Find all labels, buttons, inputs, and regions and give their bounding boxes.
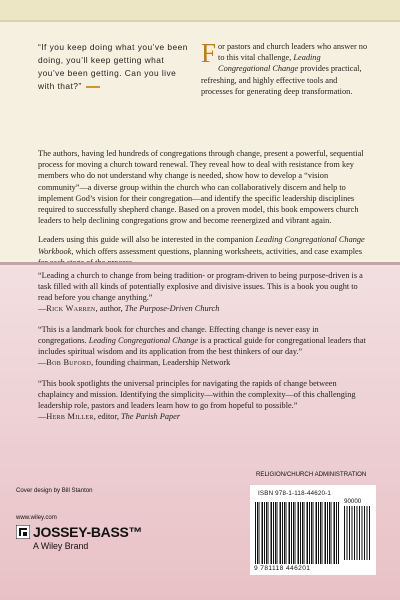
companion-title: Leading Congregational Change Workbook — [38, 235, 365, 256]
endorsement — [38, 270, 369, 314]
barcode-bars — [255, 502, 339, 564]
endorser-role: , author, — [95, 304, 125, 313]
endorsement — [38, 378, 369, 422]
category-label: RELIGION/CHURCH ADMINISTRATION — [256, 471, 367, 478]
intro-book-title: Leading Congregational Change — [218, 53, 321, 74]
endorsement-quote: “Leading a church to change from being tradition- or program-driven to being purpose-driven is a task filled with all kinds of potentially explosive and divisive issues. This is a book you ought to read before you change anything.” — [38, 271, 363, 302]
endorsement-attribution: —Herb Miller, editor, The Parish Paper — [38, 412, 181, 421]
endorsements — [38, 270, 369, 432]
barcode — [250, 485, 376, 575]
intro-text: or pastors and church leaders who answer no to this vital challenge, — [218, 42, 368, 63]
publisher-logo — [16, 524, 146, 576]
pull-quote — [38, 41, 188, 93]
endorser-book: The Purpose-Driven Church — [124, 304, 220, 313]
companion-text-end: , which offers assessment questions, planning worksheets, activities, and case examples — [71, 246, 362, 256]
intro-paragraph — [201, 38, 369, 97]
endorser-name: Herb Miller — [46, 412, 94, 421]
publisher-tagline: A Wiley Brand — [33, 541, 89, 551]
endorsement-quote — [38, 324, 369, 357]
publisher-logo-icon — [16, 525, 30, 539]
endorser-role: , editor, — [93, 412, 122, 421]
companion-text: Leaders using this guide will also be interested in the companion — [38, 235, 254, 245]
barcode-digits: 9 781118 446201 — [254, 565, 311, 572]
endorser-name: Rick Warren — [46, 304, 96, 313]
endorsement-attribution: —Rick Warren, author, The Purpose-Driven Church — [38, 304, 220, 313]
endorser-name: Bob Buford — [46, 358, 92, 367]
drop-cap: F — [201, 38, 217, 68]
quote-book-title: Leading Congregational Change — [88, 336, 199, 345]
isbn-label: ISBN 978-1-118-44620-1 — [258, 490, 332, 497]
publisher-website: www.wiley.com — [16, 514, 57, 521]
endorser-publication: The Parish Paper — [121, 412, 181, 421]
endorsement — [38, 324, 369, 368]
endorsement-quote: “This book spotlights the universal principles for navigating the rapids of change between chaplaincy and mission. Identifying the simplicity—within the complexity—of this challenging leadership role, pastors and leaders learn how to go from hopeful to possible.” — [38, 379, 356, 410]
description-paragraph: The authors, having led hundreds of congregations through change, present a powerful, sequential process for moving a church toward renewal. They reveal how to deal with resistance from key members who do not understand why change is needed, show how to develop a “vision community”—a diverse group within the church who can collaboratively discern and help to implement God’s vision for their congregation—and identify the specific leadership disciplines required to successfully shepherd change. Based on a proven model, this book empowers church leaders to help declining congregations grow and become reenergized and vibrant again. — [38, 149, 364, 226]
publisher-name: JOSSEY-BASS™ — [33, 524, 143, 540]
pull-quote-text: “If you keep doing what you’ve been doing, you’ll keep getting what you’ve been getting. Can you live with that?” — [38, 42, 188, 91]
cover-design-credit: Cover design by Bill Stanton — [16, 487, 93, 494]
intro-text-end: provides practical, refreshing, and highly effective tools and processes for generating deep transformation. — [201, 64, 362, 96]
barcode-addon-bars — [344, 506, 371, 560]
barcode-addon-digits: 90000 — [344, 498, 362, 505]
endorser-role: , founding chairman, Leadership Network — [91, 358, 231, 367]
accent-dash — [86, 86, 100, 88]
book-description — [38, 148, 369, 276]
quote-text-end: is a practical guide for congregational leaders that includes spiritual wisdom and its application from the best thinkers of our day.” — [38, 336, 366, 356]
endorsement-attribution: —Bob Buford, founding chairman, Leadership Network — [38, 358, 231, 367]
top-band — [0, 0, 400, 22]
quote-text: “This is a landmark book for churches and change. Effecting change is never easy in congregations. — [38, 325, 319, 345]
